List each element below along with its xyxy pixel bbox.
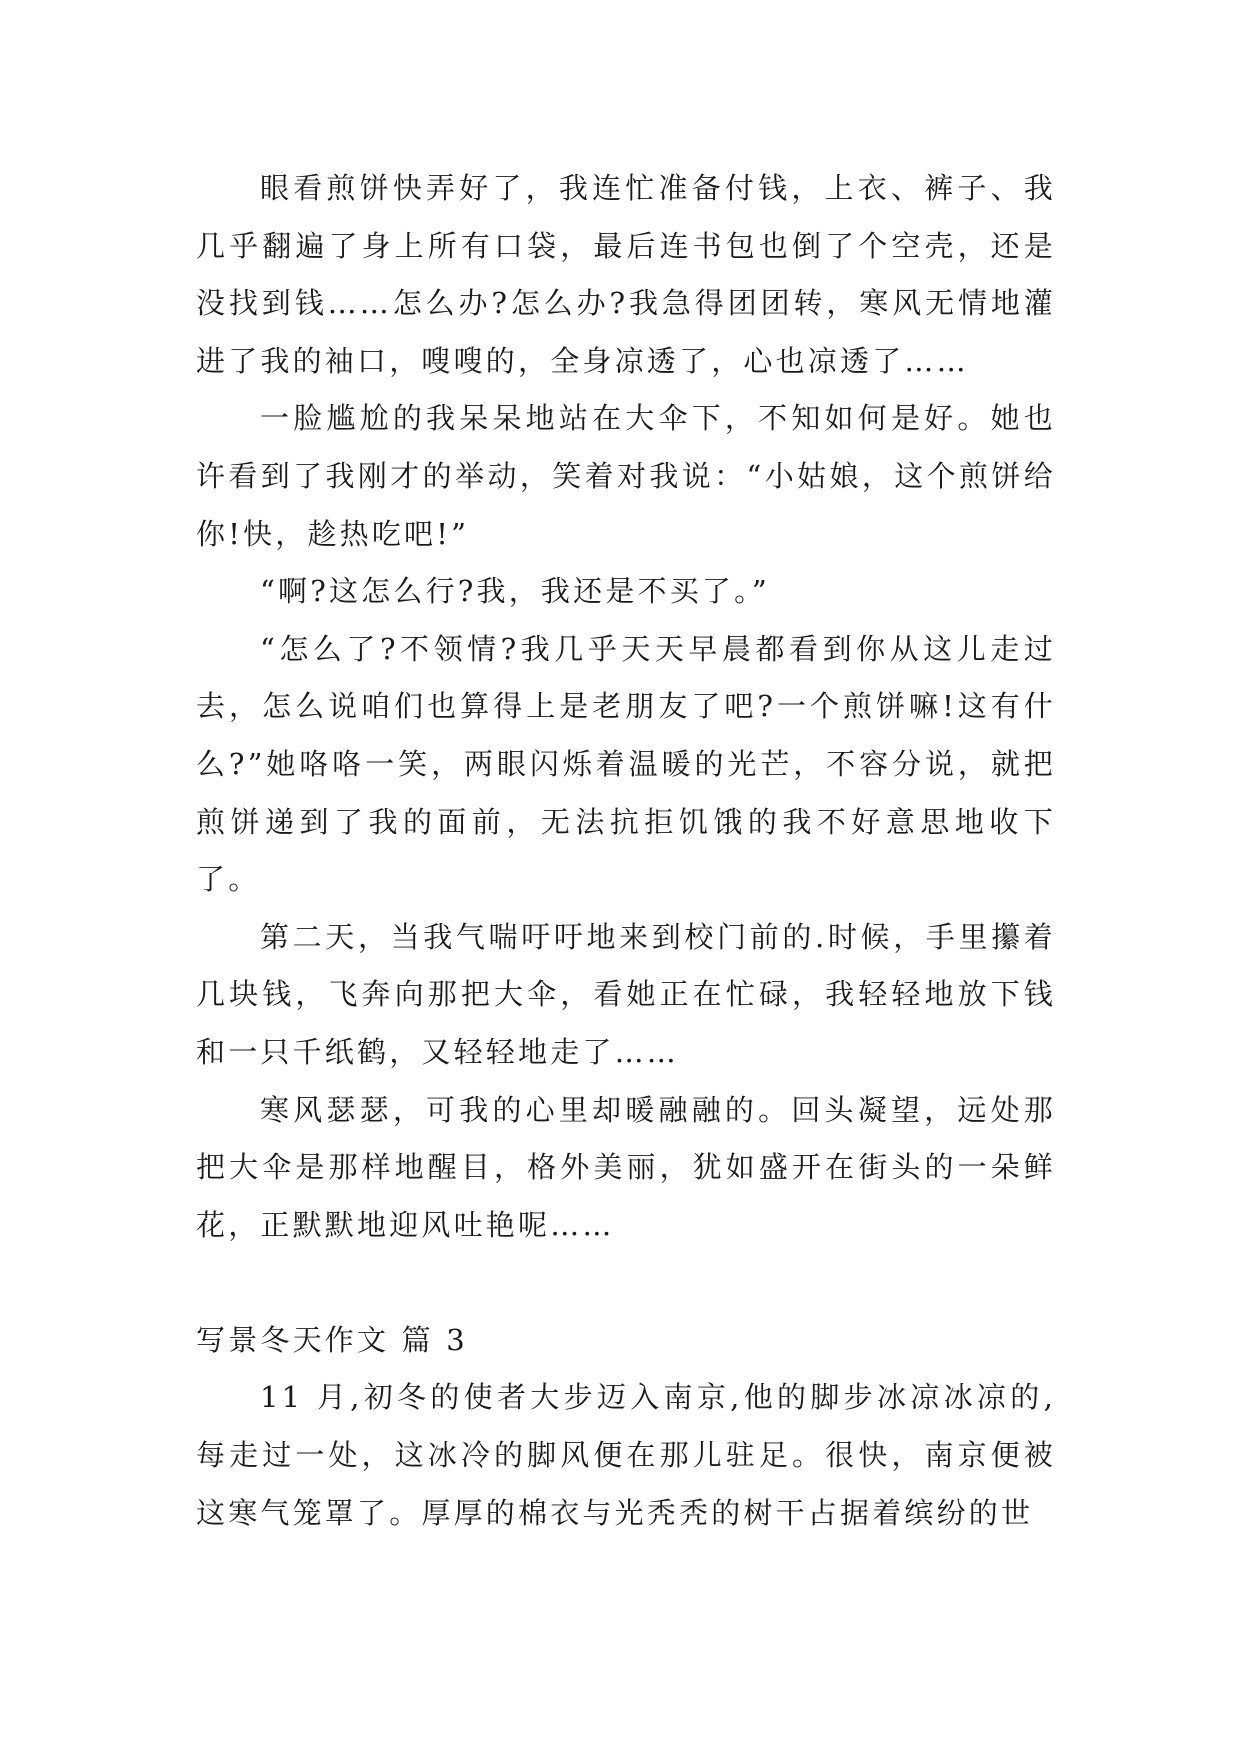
paragraph: “啊?这怎么行?我，我还是不买了。” (260, 574, 770, 609)
paragraph: 一脸尴尬的我呆呆地站在大伞下，不知如何是好。她也许看到了我刚才的举动，笑着对我说：“小姑娘，这个煎饼给你!快，趁热吃吧!” (196, 401, 1056, 551)
paragraph: 寒风瑟瑟，可我的心里却暖融融的。回头凝望，远处那把大伞是那样地醒目，格外美丽，犹如盛开在街头的一朵鲜花，正默默地迎风吐艳呢…… (196, 1092, 1056, 1242)
section-title: 写景冬天作文 篇 3 (196, 1322, 468, 1357)
section-spacer (196, 1254, 1056, 1312)
paragraph: 眼看煎饼快弄好了，我连忙准备付钱，上衣、裤子、我几乎翻遍了身上所有口袋，最后连书包也倒了个空壳，还是没找到钱……怎么办?怎么办?我急得团团转，寒风无情地灌进了我的袖口，嗖嗖的，全身凉透了，心也凉透了…… (196, 171, 1056, 378)
document-body (196, 160, 1056, 1542)
paragraph: 第二天，当我气喘吁吁地来到校门前的.时候，手里攥着几块钱，飞奔向那把大伞，看她正在忙碌，我轻轻地放下钱和一只千纸鹤，又轻轻地走了…… (196, 919, 1056, 1069)
paragraph: 11 月,初冬的使者大步迈入南京,他的脚步冰凉冰凉的,每走过一处，这冰冷的脚风便在那儿驻足。很快，南京便被这寒气笼罩了。厚厚的棉衣与光秃秃的树干占据着缤纷的世 (196, 1380, 1056, 1530)
paragraph: “怎么了?不领情?我几乎天天早晨都看到你从这儿走过去，怎么说咱们也算得上是老朋友了吧?一个煎饼嘛!这有什么?”她咯咯一笑，两眼闪烁着温暖的光芒，不容分说，就把煎饼递到了我的面前，无法抗拒饥饿的我不好意思地收下了。 (196, 631, 1056, 897)
